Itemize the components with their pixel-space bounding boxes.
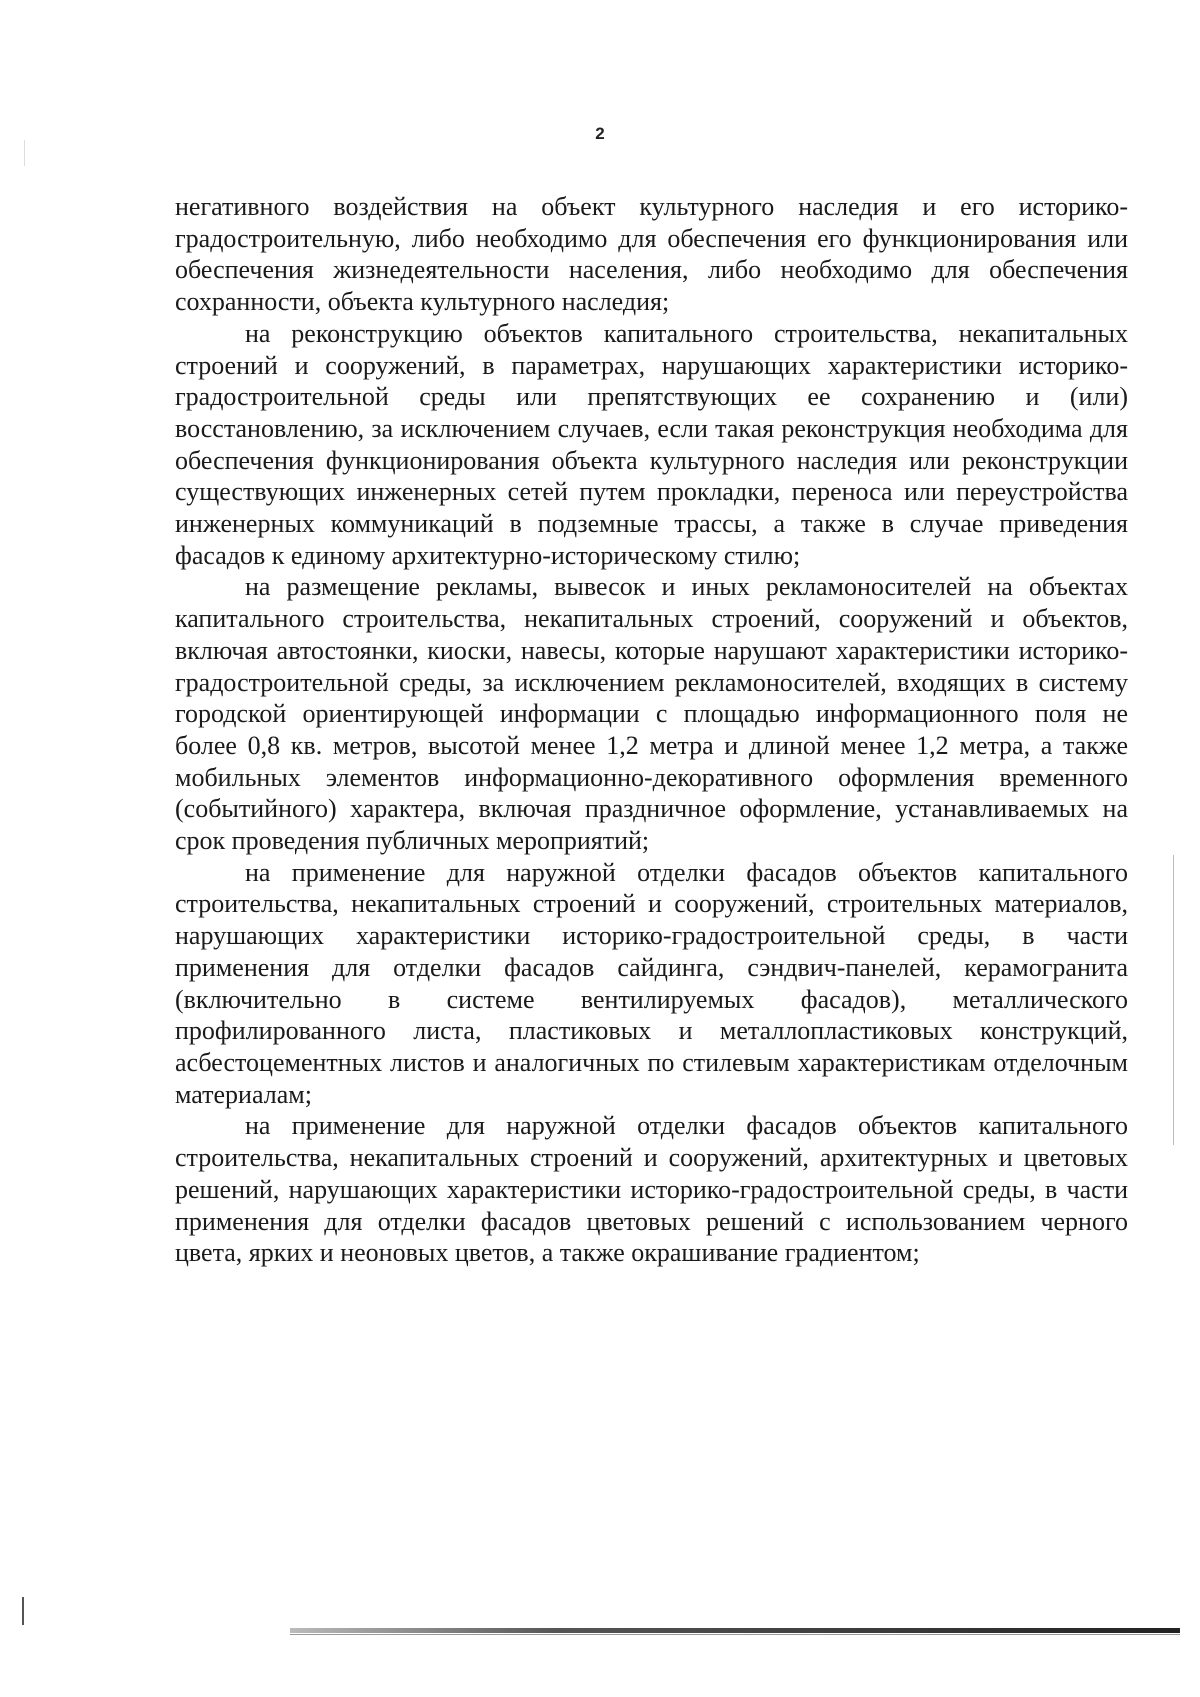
page-number: 2 [595,124,605,143]
paragraph-advertising: на размещение рекламы, вывесок и иных рекламоносителей на объектах капитального строительства, некапитальных строений, сооружений и объектов, включая автостоянки, киоски, навесы, которые нарушают характеристики историко-градостроительной среды, за исключением рекламоносителей, входящих в систему городской ориентирующей информации с площадью информационного поля не более 0,8 кв. метров, высотой менее 1,2 метра и длиной менее 1,2 метра, а также мобильных элементов информационно-декоративного оформления временного (событийного) характера, включая праздничное оформление, устанавливаемых на срок проведения публичных мероприятий; [175,572,1128,856]
paragraph-materials: на применение для наружной отделки фасадов объектов капитального строительства, некапитальных строений и сооружений, строительных материалов, нарушающих характеристики историко-градостроительной среды, в части применения для отделки фасадов сайдинга, сэндвич-панелей, керамогранита (включительно в системе вентилируемых фасадов), металлического профилированного листа, пластиковых и металлопластиковых конструкций, асбестоцементных листов и аналогичных по стилевым характеристикам отделочным материалам; [175,857,1128,1109]
paragraph-colors: на применение для наружной отделки фасадов объектов капитального строительства, некапитальных строений и сооружений, архитектурных и цветовых решений, нарушающих характеристики историко-градостроительной среды, в части применения для отделки фасадов цветовых решений с использованием черного цвета, ярких и неоновых цветов, а также окрашивание градиентом; [175,1111,1128,1268]
scan-artifact-bottom-line [290,1628,1180,1633]
paragraph-continuation: негативного воздействия на объект культурного наследия и его историко-градостроительную, либо необходимо для обеспечения его функционирования или обеспечения жизнедеятельности населения, либо необходимо для обеспечения сохранности, объекта культурного наследия; [175,192,1128,317]
document-body [175,191,1128,1269]
paragraph-reconstruction: на реконструкцию объектов капитального строительства, некапитальных строений и сооружений, в параметрах, нарушающих характеристики историко-градостроительной среды или препятствующих ее сохранению и (или) восстановлению, за исключением случаев, если такая реконструкция необходима для обеспечения функционирования объекта культурного наследия или реконструкции существующих инженерных сетей путем прокладки, переноса или переустройства инженерных коммуникаций в подземные трассы, а также в случае приведения фасадов к единому архитектурно-историческому стилю; [175,318,1128,570]
scan-artifact-top-left [24,140,25,166]
scan-artifact-right-edge [1173,855,1174,1145]
scan-artifact-bottom-line-thin [290,1634,1180,1635]
scan-artifact-bottom-left [22,1597,24,1625]
